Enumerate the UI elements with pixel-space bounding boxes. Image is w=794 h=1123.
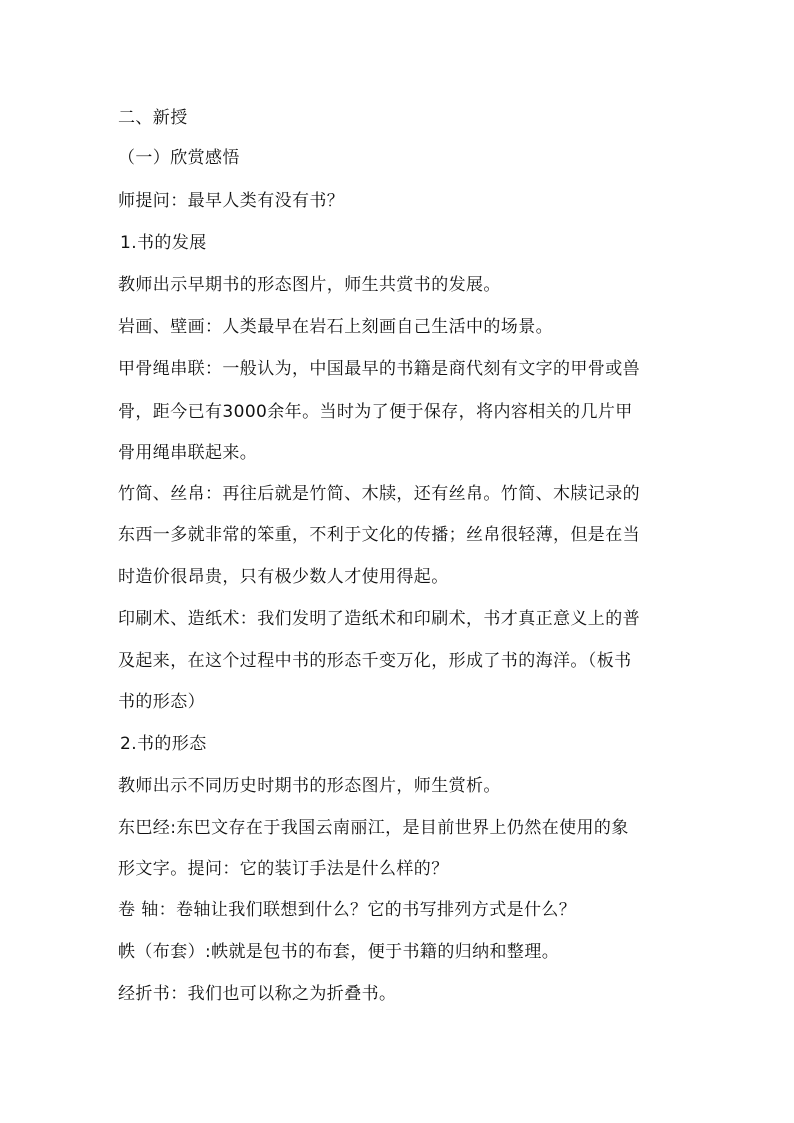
paragraph-line: 教师出示不同历史时期书的形态图片，师生赏析。 <box>118 776 501 796</box>
paragraph-line: 时造价很昂贵，只有极少数人才使用得起。 <box>118 567 449 587</box>
paragraph-line: 书的形态） <box>118 692 205 712</box>
paragraph-line: 东西一多就非常的笨重，不利于文化的传播；丝帛很轻薄，但是在当 <box>118 525 640 545</box>
paragraph-line: 甲骨绳串联：一般认为，中国最早的书籍是商代刻有文字的甲骨或兽 <box>118 359 640 379</box>
paragraph-line: 印刷术、造纸术：我们发明了造纸术和印刷术，书才真正意义上的普 <box>118 609 640 629</box>
heading-book-forms: 2.书的形态 <box>120 734 207 754</box>
paragraph-line: 帙（布套）:帙就是包书的布套，便于书籍的归纳和整理。 <box>118 942 560 962</box>
paragraph-line: 东巴经:东巴文存在于我国云南丽江，是目前世界上仍然在使用的象 <box>118 818 629 838</box>
section-heading-new-lesson: 二、新授 <box>118 108 188 128</box>
paragraph-line: 骨用绳串联起来。 <box>118 443 258 463</box>
paragraph-line: 卷 轴：卷轴让我们联想到什么？它的书写排列方式是什么？ <box>118 900 577 920</box>
subsection-heading-appreciation: （一）欣赏感悟 <box>118 148 240 168</box>
heading-book-development: 1.书的发展 <box>120 233 207 253</box>
paragraph-line: 岩画、壁画：人类最早在岩石上刻画自己生活中的场景。 <box>118 317 553 337</box>
paragraph-line: 形文字。提问：它的装订手法是什么样的？ <box>118 859 449 879</box>
paragraph-line: 竹简、丝帛：再往后就是竹简、木牍，还有丝帛。竹简、木牍记录的 <box>118 484 640 504</box>
teacher-question: 师提问：最早人类有没有书？ <box>118 191 345 211</box>
paragraph-line: 骨，距今已有3000余年。当时为了便于保存，将内容相关的几片甲 <box>118 402 633 422</box>
paragraph-line: 教师出示早期书的形态图片，师生共赏书的发展。 <box>118 275 501 295</box>
paragraph-line: 及起来，在这个过程中书的形态千变万化，形成了书的海洋。（板书 <box>118 651 632 671</box>
paragraph-line: 经折书：我们也可以称之为折叠书。 <box>118 984 397 1004</box>
